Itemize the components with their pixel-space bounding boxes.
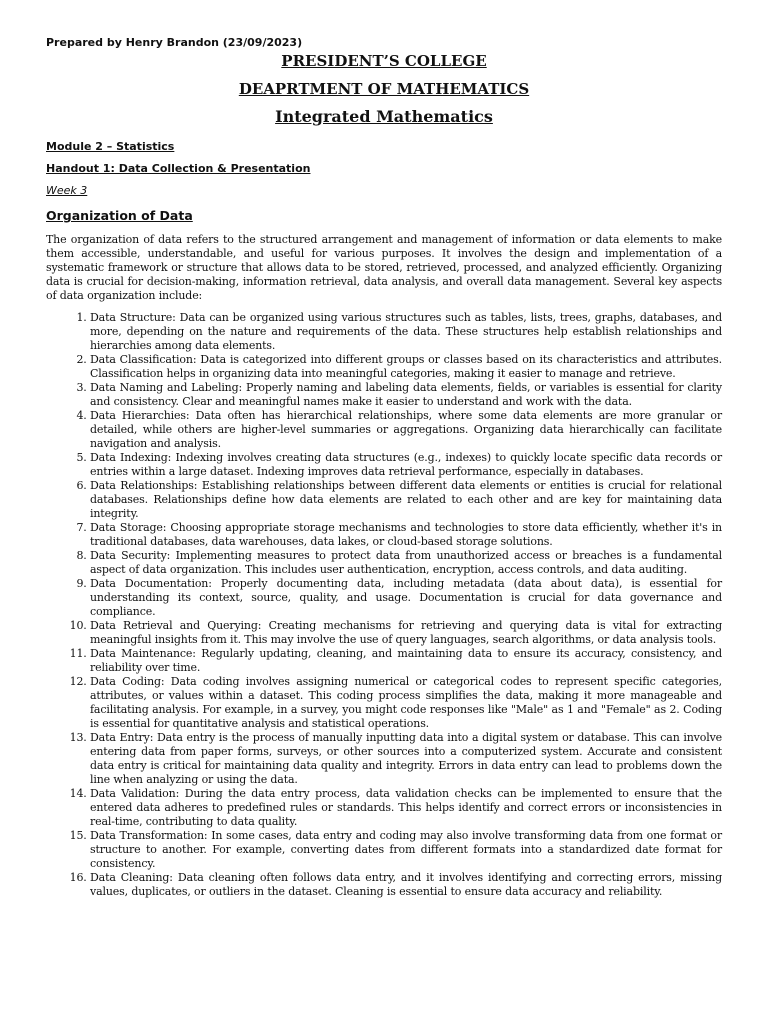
prepared-by: Prepared by Henry Brandon (23/09/2023): [46, 36, 303, 49]
list-item: 13. Data Entry: Data entry is the process of manually inputting data into a digital system or database. This can involve entering data from paper forms, surveys, or other sources into a computerized system. Accurate and consistent data entry is critical for maintaining data quality and integrity. Errors in data entry can lead to problems down the line when analyzing or using the data.: [90, 731, 722, 787]
list-item: 3. Data Naming and Labeling: Properly naming and labeling data elements, fields, or variables is essential for clarity and consistency. Clear and meaningful names make it easier to understand and work with the data.: [90, 381, 722, 409]
college-title: PRESIDENT’S COLLEGE: [281, 52, 487, 70]
list-item: 8. Data Security: Implementing measures to protect data from unauthorized access or breaches is a fundamental aspect of data organization. This includes user authentication, encryption, access controls, and data auditing.: [90, 549, 722, 577]
list-item: 12. Data Coding: Data coding involves assigning numerical or categorical codes to represent specific categories, attributes, or values within a dataset. This coding process simplifies the data, making it more manageable and facilitating analysis. For example, in a survey, you might code responses like "Male" as 1 and "Female" as 2. Coding is essential for quantitative analysis and statistical operations.: [90, 675, 722, 731]
subject-title: Integrated Mathematics: [275, 107, 493, 126]
list-item: 9. Data Documentation: Properly documenting data, including metadata (data about data), is essential for understanding its context, source, quality, and usage. Documentation is crucial for data governance and compliance.: [90, 577, 722, 619]
department-title: DEAPRTMENT OF MATHEMATICS: [238, 80, 530, 98]
handout-label: Handout 1: Data Collection & Presentation: [46, 162, 311, 175]
list-item: 11. Data Maintenance: Regularly updating, cleaning, and maintaining data to ensure its accuracy, consistency, and reliability over time.: [90, 647, 722, 675]
list-item: 16. Data Cleaning: Data cleaning often follows data entry, and it involves identifying and correcting errors, missing values, duplicates, or outliers in the dataset. Cleaning is essential to ensure data accuracy and reliability.: [90, 871, 722, 899]
list-item: 2. Data Classification: Data is categorized into different groups or classes based on its characteristics and attributes. Classification helps in organizing data into meaningful categories, making it easier to manage and retrieve.: [90, 353, 722, 381]
section-title: Organization of Data: [46, 208, 193, 223]
aspects-list: [46, 311, 722, 899]
module-label: Module 2 – Statistics: [46, 140, 175, 153]
list-item: 1. Data Structure: Data can be organized using various structures such as tables, lists, trees, graphs, databases, and more, depending on the nature and requirements of the data. These structures help establish relationships and hierarchies among data elements.: [90, 311, 722, 353]
list-item: 4. Data Hierarchies: Data often has hierarchical relationships, where some data elements are more granular or detailed, while others are higher-level summaries or aggregations. Organizing data hierarchically can facilitate navigation and analysis.: [90, 409, 722, 451]
list-item: 5. Data Indexing: Indexing involves creating data structures (e.g., indexes) to quickly locate specific data records or entries within a large dataset. Indexing improves data retrieval performance, especially in databases.: [90, 451, 722, 479]
list-item: 10. Data Retrieval and Querying: Creating mechanisms for retrieving and querying data is vital for extracting meaningful insights from it. This may involve the use of query languages, search algorithms, or data analysis tools.: [90, 619, 722, 647]
list-item: 15. Data Transformation: In some cases, data entry and coding may also involve transforming data from one format or structure to another. For example, converting dates from different formats into a standardized date format for consistency.: [90, 829, 722, 871]
list-item: 14. Data Validation: During the data entry process, data validation checks can be implemented to ensure that the entered data adheres to predefined rules or standards. This helps identify and correct errors or inconsistencies in real-time, contributing to data quality.: [90, 787, 722, 829]
week-label: Week 3: [46, 184, 88, 197]
list-item: 6. Data Relationships: Establishing relationships between different data elements or entities is crucial for relational databases. Relationships define how data elements are related to each other and are key for maintaining data integrity.: [90, 479, 722, 521]
list-item: 7. Data Storage: Choosing appropriate storage mechanisms and technologies to store data efficiently, whether it's in traditional databases, data warehouses, data lakes, or cloud-based storage solutions.: [90, 521, 722, 549]
intro-paragraph: The organization of data refers to the structured arrangement and management of information or data elements to make them accessible, understandable, and useful for various purposes. It involves the design and implementation of a systematic framework or structure that allows data to be stored, retrieved, processed, and analyzed efficiently. Organizing data is crucial for decision-making, information retrieval, data analysis, and overall data management. Several key aspects of data organization include:: [46, 233, 722, 302]
